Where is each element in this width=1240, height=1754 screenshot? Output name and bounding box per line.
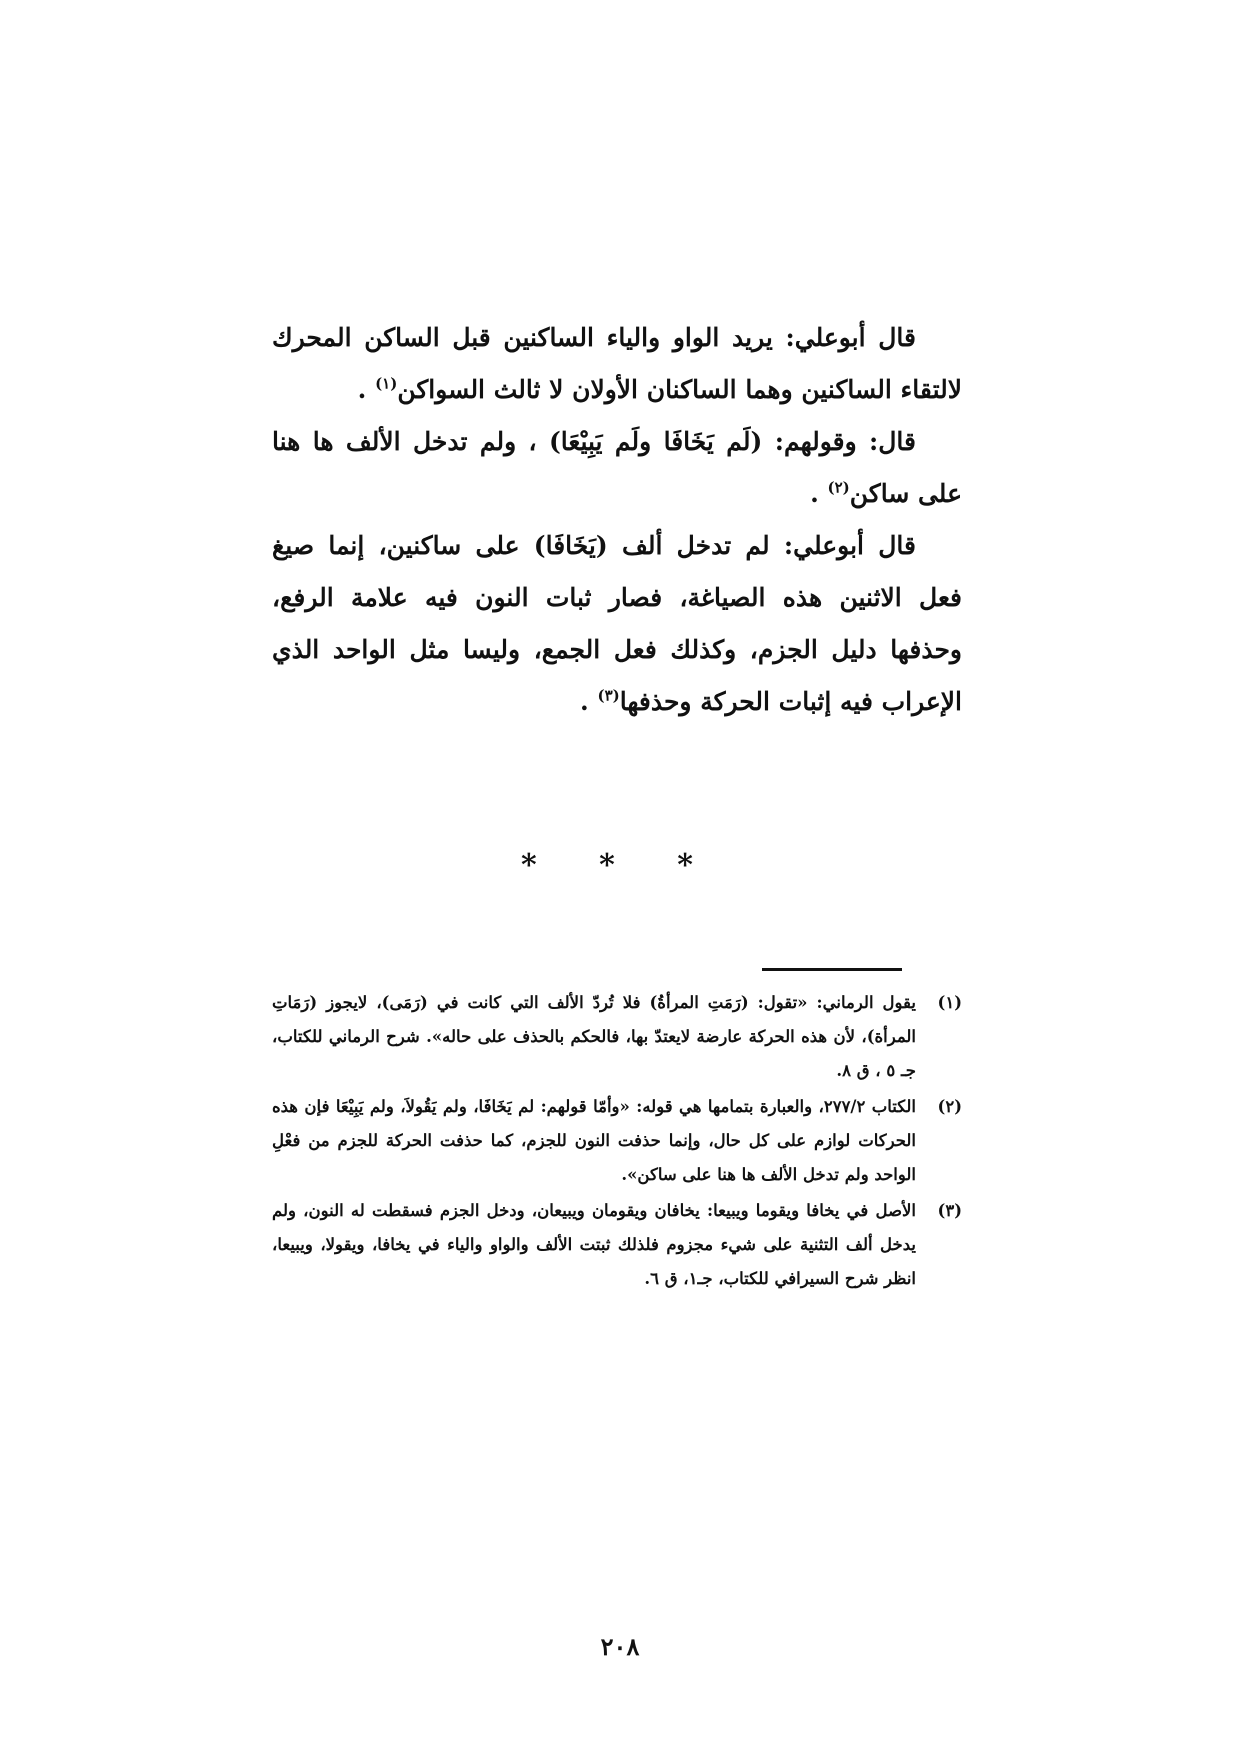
footnote-3	[272, 1194, 962, 1296]
paragraph-2-text: وقولهم: (لَم يَخَافَا ولَم يَبِيْعَا) ، ولم تدخل الألف ها هنا على ساكن	[272, 427, 962, 508]
footnote-ref-2: (٢)	[827, 478, 850, 497]
footnote-number: (١)	[937, 993, 962, 1012]
main-text	[272, 312, 962, 728]
page-number: ٢٠٨	[600, 1632, 640, 1661]
footnote-1	[272, 986, 962, 1088]
footnote-2	[272, 1090, 962, 1192]
footnote-text: الكتاب ٢٧٧/٢، والعبارة بتمامها هي قوله: «وأمّا قولهم: لم يَخَافَا، ولم يَقُولاَ، ولم يَبِيْعَا فإن هذه الحركات لوازم على كل حال، وإنما حذفت النون للجزم، كما حذفت الحركة للجزم من فعْلِ الواحد ولم تدخل الألف ها هنا على ساكن».	[272, 1097, 917, 1184]
footnote-number: (٢)	[937, 1097, 962, 1116]
paragraph-1-tail: .	[357, 375, 376, 404]
paragraph-3	[272, 520, 962, 728]
footnote-ref-3: (٣)	[597, 686, 620, 705]
paragraph-2-lead: قال:	[869, 427, 916, 456]
section-separator: * * *	[521, 848, 719, 883]
footnotes	[272, 986, 962, 1298]
paragraph-2	[272, 416, 962, 520]
footnote-divider	[762, 968, 902, 971]
footnote-number: (٣)	[937, 1201, 962, 1220]
paragraph-2-tail: .	[810, 479, 828, 508]
paragraph-1	[272, 312, 962, 416]
footnote-ref-1: (١)	[375, 374, 398, 393]
paragraph-1-text: قال أبوعلي: يريد الواو والياء الساكنين قبل الساكن المحرك لالتقاء الساكنين وهما الساكنان الأولان لا ثالث السواكن	[272, 323, 962, 404]
footnote-text: يقول الرماني: «تقول: (رَمَتِ المرأةُ) فلا تُردّ الألف التي كانت في (رَمَى)، لايجوز (رَمَاتِ المرأة)، لأن هذه الحركة عارضة لايعتدّ بها، فالحكم بالحذف على حاله». شرح الرماني للكتاب، جـ ٥ ، ق ٨.	[272, 993, 916, 1080]
paragraph-3-text: قال أبوعلي: لم تدخل ألف (يَخَافَا) على ساكنين، إنما صيغ فعل الاثنين هذه الصياغة، فصار ثبات النون فيه علامة الرفع، وحذفها دليل الجزم، وكذلك فعل الجمع، وليسا مثل الواحد الذي الإعراب فيه إثبات الحركة وحذفها	[272, 531, 962, 716]
footnote-text: الأصل في يخافا ويقوما ويبيعا: يخافان ويقومان ويبيعان، ودخل الجزم فسقطت له النون، ولم يدخل ألف التثنية على شيء مجزوم فلذلك ثبتت الألف والواو والياء في يخافا، ويقولا، ويبيعا، انظر شرح السيرافي للكتاب، جـ١، ق ٦.	[272, 1201, 916, 1288]
paragraph-3-tail: .	[580, 687, 598, 716]
